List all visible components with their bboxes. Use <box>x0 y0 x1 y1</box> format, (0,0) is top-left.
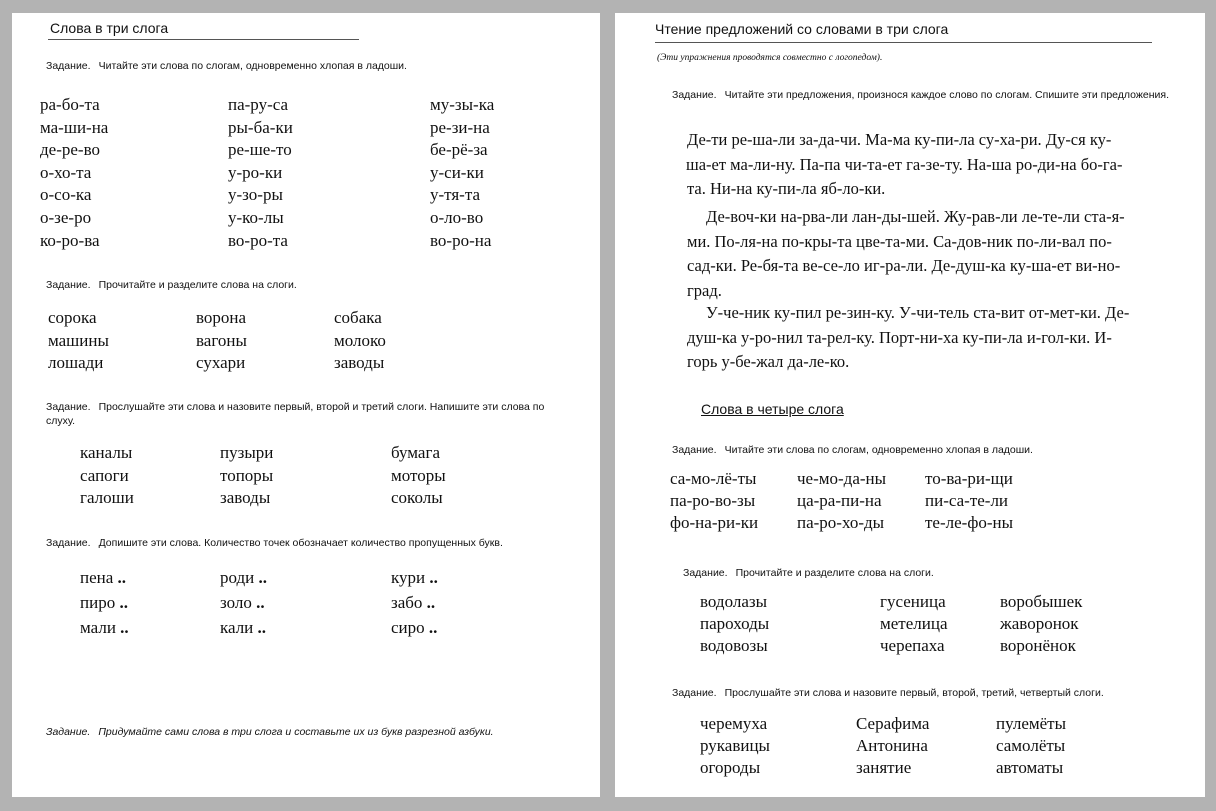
text-line: У-че-ник ку-пил ре-зин-ку. У-чи-тель ста-вит от-мет-ки. Де- <box>706 303 1130 322</box>
list-item: ма-ши-на <box>40 117 109 137</box>
list-item: лошади <box>48 353 104 373</box>
list-item: те-ле-фо-ны <box>925 513 1014 532</box>
list-item: ко-ро-ва <box>40 230 100 250</box>
text-line: Де-ти ре-ша-ли за-да-чи. Ма-ма ку-пи-ла су-ха-ри. Ду-ся ку- <box>687 130 1112 149</box>
list-item: золо .. <box>220 593 265 612</box>
text-line: Де-воч-ки на-рва-ли лан-ды-шей. Жу-рав-ли ле-те-ли ста-я- <box>706 207 1125 226</box>
list-item: сорока <box>48 308 97 327</box>
list-item: са-мо-лё-ты <box>670 469 757 488</box>
text-line: душ-ка у-ро-нил та-рел-ку. Порт-ни-ха ку-пи-ла и-гол-ки. И- <box>687 327 1112 347</box>
listen-column-3 <box>996 713 1066 779</box>
list-item: воробышек <box>1000 592 1083 611</box>
list-item: черемуха <box>700 714 768 733</box>
divide-column-2 <box>880 591 948 657</box>
list-item: сиро .. <box>391 618 438 637</box>
listen-column-1 <box>700 713 770 779</box>
text-line: ша-ет ма-ли-ну. Па-па чи-та-ет га-зе-ту. На-ша ро-ди-на бо-га- <box>686 154 1123 174</box>
list-item: роди .. <box>220 568 268 587</box>
list-item: фо-на-ри-ки <box>670 513 759 532</box>
list-item: у-зо-ры <box>228 185 283 205</box>
paragraph-3 <box>687 301 1130 375</box>
text-line: горь у-бе-жал да-ле-ко. <box>687 352 850 372</box>
paragraph-1 <box>687 128 1122 202</box>
list-item: машины <box>48 330 109 350</box>
list-item: самолёты <box>996 736 1066 755</box>
list-item: забо .. <box>391 593 436 612</box>
list-item: ре-зи-на <box>430 117 490 137</box>
complete-column-1 <box>80 565 129 640</box>
list-item: у-ро-ки <box>228 162 283 182</box>
divide-column-3 <box>334 307 386 375</box>
list-item: галоши <box>80 488 134 508</box>
title-underline <box>48 39 359 40</box>
list-item: ворона <box>196 308 247 327</box>
right-page <box>615 13 1205 797</box>
list-item: огороды <box>700 758 761 777</box>
list-item: де-ре-во <box>40 140 100 160</box>
four-syllable-column-3 <box>925 468 1013 534</box>
list-item: собака <box>334 308 382 327</box>
list-item: пиро .. <box>80 593 128 612</box>
divide-column-1 <box>700 591 769 657</box>
list-item: сапоги <box>80 465 129 485</box>
list-item: черепаха <box>880 636 945 655</box>
task-divide-syllables: Задание. Прочитайте и разделите слова на слоги. <box>46 279 297 291</box>
list-item: о-со-ка <box>40 185 92 205</box>
section-subtitle: Слова в четыре слога <box>701 401 844 417</box>
title-underline <box>655 42 1152 43</box>
list-item: соколы <box>391 488 443 508</box>
list-item: че-мо-да-ны <box>797 469 887 488</box>
list-item: бе-рё-за <box>430 140 488 160</box>
list-item: заводы <box>220 488 271 508</box>
list-item: ры-ба-ки <box>228 117 293 137</box>
list-item: кали .. <box>220 618 267 637</box>
list-item: во-ро-та <box>228 230 288 250</box>
list-item: молоко <box>334 330 386 350</box>
list-item: му-зы-ка <box>430 95 495 114</box>
list-item: па-ру-са <box>228 95 289 114</box>
list-item: воронёнок <box>1000 636 1076 655</box>
list-item: метелица <box>880 614 948 633</box>
list-item: рукавицы <box>700 736 770 755</box>
list-item: у-тя-та <box>430 185 481 205</box>
listen-column-1 <box>80 442 134 510</box>
task-read-syllables: Задание. Читайте эти слова по слогам, одновременно хлопая в ладоши. <box>46 60 407 72</box>
list-item: заводы <box>334 353 385 373</box>
list-item: каналы <box>80 443 133 462</box>
task-complete-words: Задание. Допишите эти слова. Количество точек обозначает количество пропущенных букв. <box>46 537 503 549</box>
speech-therapist-note: (Эти упражнения проводятся совместно с логопедом). <box>657 53 883 63</box>
list-item: Антонина <box>856 736 928 755</box>
syllable-column-1 <box>40 94 108 252</box>
divide-column-2 <box>196 307 247 375</box>
listen-column-3 <box>391 442 446 510</box>
list-item: у-си-ки <box>430 162 484 182</box>
list-item: гусеница <box>880 592 946 611</box>
text-line: та. Ни-на ку-пи-ла яб-ло-ки. <box>687 179 886 199</box>
list-item: водовозы <box>700 636 768 655</box>
task-divide-four-syllables: Задание. Прочитайте и разделите слова на слоги. <box>683 567 934 579</box>
list-item: занятие <box>856 758 912 777</box>
text-line: град. <box>687 280 722 300</box>
listen-column-2 <box>856 713 929 779</box>
text-line: сад-ки. Ре-бя-та ве-се-ло иг-ра-ли. Де-душ-ка ку-ша-ет ви-но- <box>687 256 1121 276</box>
divide-column-1 <box>48 307 109 375</box>
list-item: вагоны <box>196 330 247 350</box>
list-item: то-ва-ри-щи <box>925 469 1013 488</box>
left-page <box>12 13 600 797</box>
task-listen-syllables: Задание. Прослушайте эти слова и назовите первый, второй и третий слоги. Напишите эти слова по слуху. <box>46 401 545 427</box>
syllable-column-3 <box>430 94 494 252</box>
list-item: пи-са-те-ли <box>925 491 1009 510</box>
list-item: у-ко-лы <box>228 207 284 227</box>
list-item: мали .. <box>80 618 129 637</box>
four-syllable-column-2 <box>797 468 886 534</box>
list-item: ре-ше-то <box>228 140 292 160</box>
list-item: бумага <box>391 443 440 462</box>
task-compose-words: Задание. Придумайте сами слова в три слога и составьте их из букв разрезной азбуки. <box>46 726 494 738</box>
list-item: пузыри <box>220 443 274 462</box>
list-item: па-ро-хо-ды <box>797 513 885 532</box>
list-item: ра-бо-та <box>40 95 100 114</box>
text-line: ми. По-ля-на по-кры-та цве-та-ми. Са-дов-ник по-ли-вал по- <box>687 231 1112 251</box>
list-item: пена .. <box>80 568 127 587</box>
list-item: пулемёты <box>996 714 1067 733</box>
list-item: водолазы <box>700 592 768 611</box>
task-read-four-syllables: Задание. Читайте эти слова по слогам, одновременно хлопая в ладоши. <box>672 444 1033 456</box>
four-syllable-column-1 <box>670 468 758 534</box>
complete-column-3 <box>391 565 438 640</box>
list-item: автоматы <box>996 758 1064 777</box>
page-title: Чтение предложений со словами в три слога <box>655 21 949 37</box>
page-title: Слова в три слога <box>50 20 169 36</box>
list-item: во-ро-на <box>430 230 492 250</box>
list-item: о-зе-ро <box>40 207 92 227</box>
task-listen-four-syllables: Задание. Прослушайте эти слова и назовите первый, второй, третий, четвертый слоги. <box>672 687 1104 699</box>
list-item: кури .. <box>391 568 438 587</box>
list-item: о-хо-та <box>40 162 92 182</box>
syllable-column-2 <box>228 94 293 252</box>
task-read-sentences: Задание. Читайте эти предложения, произнося каждое слово по слогам. Спишите эти предложения. <box>672 89 1169 101</box>
divide-column-3 <box>1000 591 1082 657</box>
complete-column-2 <box>220 565 267 640</box>
list-item: жаворонок <box>1000 614 1079 633</box>
list-item: Серафима <box>856 714 930 733</box>
listen-column-2 <box>220 442 273 510</box>
list-item: ца-ра-пи-на <box>797 491 882 510</box>
list-item: пароходы <box>700 614 770 633</box>
paragraph-2 <box>687 205 1125 303</box>
list-item: сухари <box>196 353 246 373</box>
list-item: топоры <box>220 465 274 485</box>
list-item: о-ло-во <box>430 207 484 227</box>
list-item: па-ро-во-зы <box>670 491 756 510</box>
list-item: моторы <box>391 465 446 485</box>
